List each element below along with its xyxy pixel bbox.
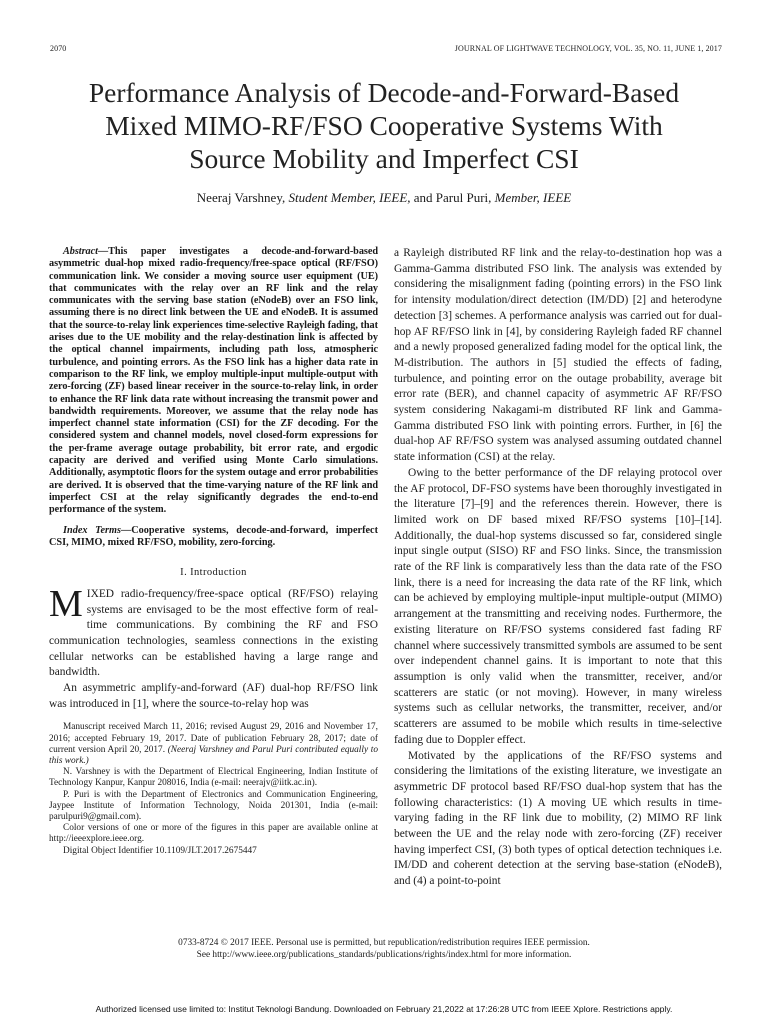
copyright-line-1: 0733-8724 © 2017 IEEE. Personal use is permitted, but republication/redistribution requires IEEE permission.: [178, 938, 590, 948]
right-column: [394, 246, 722, 890]
right-paragraph-1: a Rayleigh distributed RF link and the relay-to-destination hop was a Gamma-Gamma distributed FSO link. The analysis was extended by considering the misalignment fading (pointing errors) in the FSO link for intensity modulation/direct detection (IM/DD) [2] and heterodyne detection [3] schemes. A performance analysis was carried out for dual-hop AF RF/FSO link in [4], by considering Rayleigh faded RF channel and a newly proposed generalized fading model for the optical link, the M-distribution. The authors in [5] studied the effects of fading, turbulence, and pointing error on the outage probability, average bit error rate (BER), and channel capacity of asymmetric AF RF/FSO system considering Nakagami-m distributed RF link and Gamma-Gamma distributed FSO link with pointing errors. Further, in [6] the dual-hop AF RF/FSO system was analysed assuming outdated channel state information (CSI) at the relay.: [394, 247, 722, 464]
journal-running-head: JOURNAL OF LIGHTWAVE TECHNOLOGY, VOL. 35, NO. 11, JUNE 1, 2017: [454, 44, 722, 53]
footnote-color-versions: Color versions of one or more of the figures in this paper are available online at http://ieeexplore.ieee.org.: [49, 823, 378, 845]
title-line-1: Performance Analysis of Decode-and-Forward-Based: [88, 77, 680, 108]
footnote-manuscript: Manuscript received March 11, 2016; revised August 29, 2016 and November 17, 2016; accepted February 19, 2017. Date of publication February 28, 2017; date of current version April 20, 2017. (Neeraj Varshney and Parul Puri contributed equally to this work.): [49, 722, 378, 767]
right-paragraph-3: Motivated by the applications of the RF/FSO systems and considering the limitations of the existing literature, we investigate an asymmetric DF protocol based RF/FSO dual-hop system that has the following characteristics: (1) A moving UE which results in time-varying fading in the RF link due to mobility, (2) MIMO RF link between the UE and the relay node with zero-forcing (ZF) receiver having imperfect CSI, (3) both types of optical detection techniques i.e. IM/DD and coherent detection at the serving base-station (eNodeB), and (4) a point-to-point: [394, 749, 722, 888]
footnote-author-2: P. Puri is with the Department of Electronics and Communication Engineering, Jaypee Institute of Information Technology, Noida 201301, India (e-mail: parulpuri9@gmail.com).: [49, 789, 378, 823]
intro-paragraph-2: An asymmetric amplify-and-forward (AF) dual-hop RF/FSO link was introduced in [1], where the source-to-relay hop was: [49, 682, 378, 710]
title-line-2: Mixed MIMO-RF/FSO Cooperative Systems With: [105, 110, 663, 141]
index-terms-text: —Cooperative systems, decode-and-forward, imperfect CSI, MIMO, mixed RF/FSO, mobility, zero-forcing.: [49, 524, 379, 548]
index-terms-lead: Index Terms: [63, 524, 121, 536]
author-2-role: Member, IEEE: [494, 190, 572, 205]
title-line-3: Source Mobility and Imperfect CSI: [189, 143, 579, 174]
right-paragraph-2: Owing to the better performance of the DF relaying protocol over the AF protocol, DF-FSO systems have been thoroughly investigated in the literature [7]–[9] and the references therein. However, there is limited work on DF based mixed RF/FSO systems [10]–[14]. Additionally, the dual-hop systems discussed so far, considered single input single output (SISO) RF and FSO links. Since, the transmission rate of the RF link is comparatively less than the data rate of the FSO link, there is a need for increasing the data rate of the RF link, which can be achieved by employing multiple-input multiple-output (MIMO) arrangement at the transmitting and receiving nodes. Furthermore, the existing literature on RF/FSO systems considered fast fading RF channel where successively transmitted symbols are assumed to be sent over independent channel gains. It is important to note that this assumption is only valid when the transmitter, receiver, and/or scatterers are static (or not moving). However, in many wireless systems such as cellular networks, the transmitter, receiver, and/or scatterers are assumed to be mobile which results in time-selective fading due to Doppler effect.: [394, 466, 722, 746]
abstract-text: —This paper investigates a decode-and-forward-based asymmetric dual-hop mixed radio-frequency/free-space optical (RF/FSO) communication link. We consider a moving source user equipment (UE) that communicates with the relay over an RF link and the relay communicates with the serving base station (eNodeB) over an FSO link, assuming there is no direct link between the UE and eNodeB. It is assumed that the source-to-relay link experiences time-selective Rayleigh fading, that arises due to the UE mobility and the relay-destination link is affected by the optical channel impairments, including path loss, atmospheric turbulence, and pointing errors. As the FSO link has a higher data rate in comparison to the RF link, we employ multiple-input multiple-output with zero-forcing (ZF) based linear receiver in the source-to-relay link, in order to enhance the RF link data rate without increasing the transmit power and bandwidth requirements. Moreover, we assume that the relay node has imperfect channel state information (CSI) for the ZF decoding. For the considered system and channel models, novel closed-form expressions for the per-frame average outage probability, bit error rate, and ergodic capacity are derived and verified using Monte Carlo simulations. Additionally, asymptotic floors for the system outage and error probabilities are derived. It is observed that the time-varying nature of the RF link and imperfect CSI at the relay significantly degrades the end-to-end performance of the system.: [49, 246, 378, 516]
license-footer: Authorized licensed use limited to: Institut Teknologi Bandung. Downloaded on February 21,2022 at 17:26:28 UTC from IEEE Xplore. Restrictions apply.: [95, 1004, 673, 1014]
abstract-lead: Abstract: [63, 246, 98, 257]
author-1-role: Student Member, IEEE,: [288, 190, 411, 205]
author-conj: and: [413, 190, 433, 205]
drop-cap: M: [49, 582, 83, 625]
author-1: Neeraj Varshney,: [196, 190, 286, 205]
abstract: [49, 246, 378, 517]
author-line: [40, 190, 728, 206]
page-number: 2070: [50, 44, 67, 53]
footnotes: [49, 722, 378, 856]
author-2: Parul Puri,: [435, 190, 492, 205]
index-terms: [49, 525, 378, 550]
paper-title: [40, 76, 728, 175]
footnote-equal-contribution: (Neeraj Varshney and Parul Puri contributed equally to this work.): [49, 744, 378, 767]
footnote-doi: Digital Object Identifier 10.1109/JLT.2017.2675447: [63, 845, 257, 856]
footnote-author-1: N. Varshney is with the Department of Electrical Engineering, Indian Institute of Technology Kanpur, Kanpur 208016, India (e-mail: neerajv@iitk.ac.in).: [49, 767, 378, 789]
section-heading-introduction: I. Introduction: [180, 567, 247, 579]
intro-p1-text: IXED radio-frequency/free-space optical (RF/FSO) relaying systems are envisaged to be the most effective form of real-time communications. By combining the RF and FSO communication technologies, seamless connections in the existing cellular networks can be established having a large range and bandwidth.: [49, 587, 378, 679]
copyright-line-2: See http://www.ieee.org/publications_standards/publications/rights/index.html for more information.: [196, 949, 572, 960]
intro-paragraph-1: [49, 582, 378, 681]
left-column: [49, 246, 378, 857]
copyright-notice: [40, 938, 728, 961]
